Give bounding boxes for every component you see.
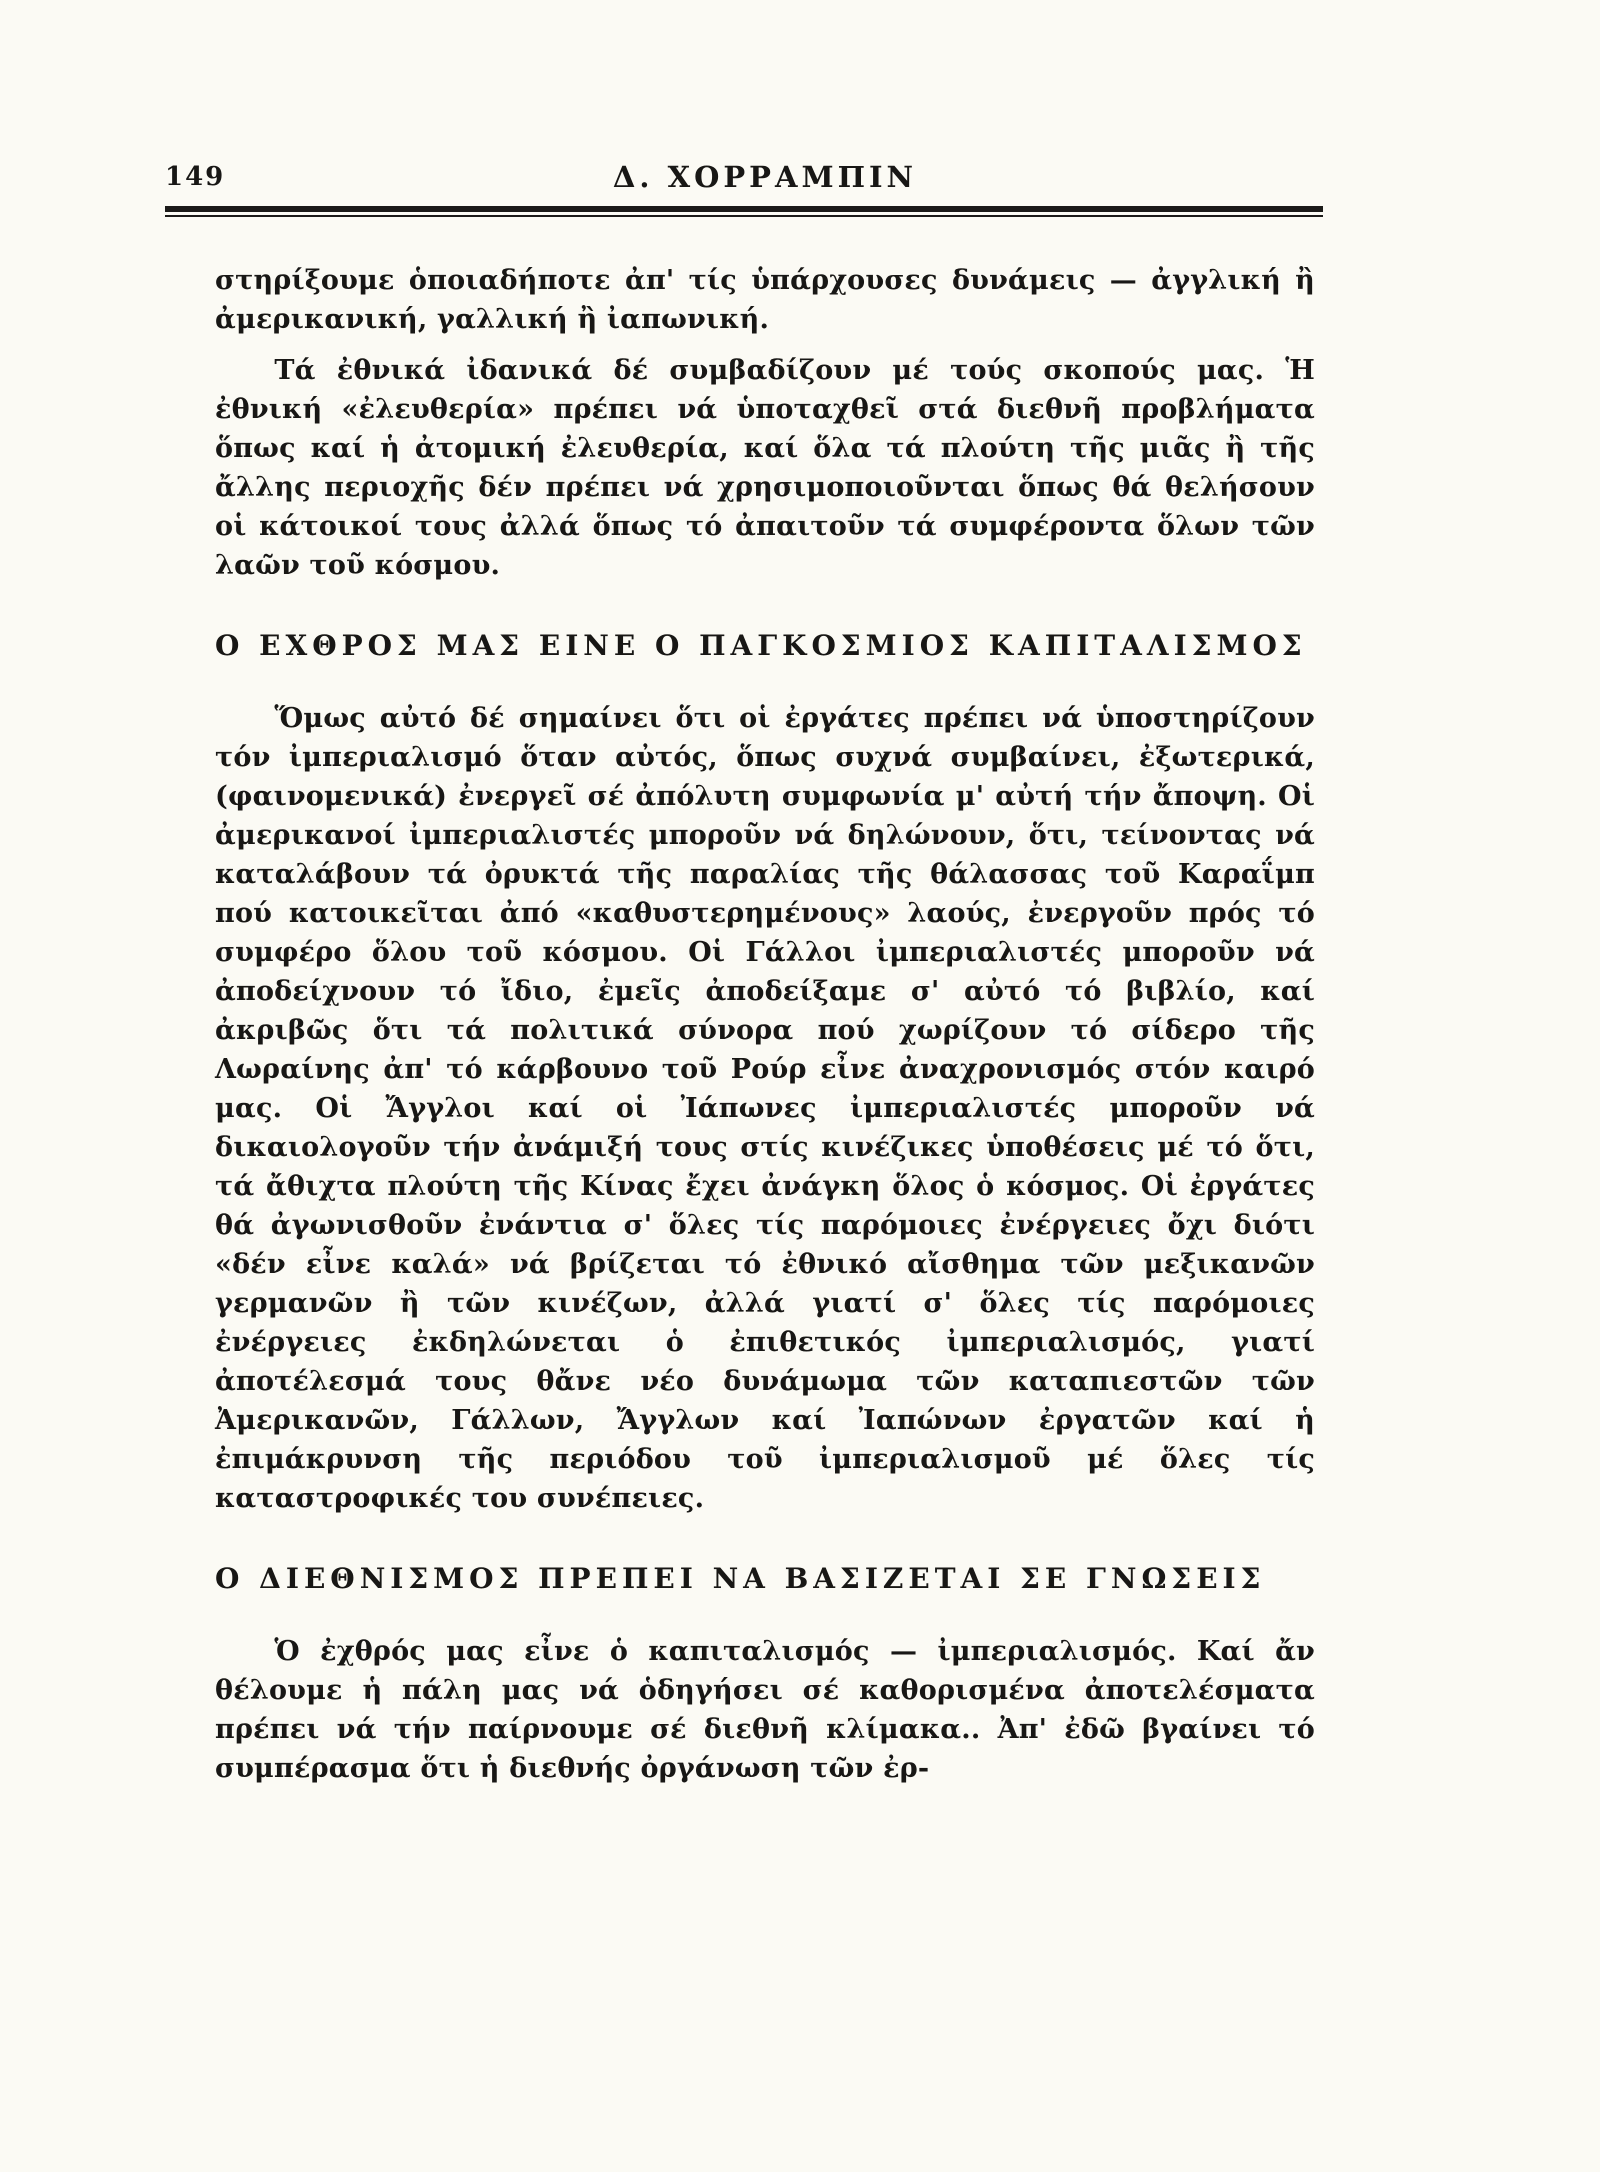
body-paragraph: Ὁ ἐχθρός μας εἶνε ὁ καπιταλισμός — ἰμπεριαλισμός. Καί ἄν θέλουμε ἡ πάλη μας νά ὁδηγήσει σέ καθορισμένα ἀποτελέσματα πρέπει νά τήν παίρνουμε σέ διεθνῆ κλίμακα.. Ἀπ' ἐδῶ βγαίνει τό συμπέρασμα ὅτι ἡ διεθνής ὀργάνωση τῶν ἐρ- <box>215 1636 1315 1784</box>
body-paragraph: στηρίξουμε ὁποιαδήποτε ἀπ' τίς ὑπάρχουσες δυνάμεις — ἀγγλική ἢ ἀμερικανική, γαλλική ἢ ἰαπωνική. <box>215 265 1315 335</box>
document-body <box>215 261 1315 1788</box>
header-rule <box>165 206 1323 217</box>
page-number: 149 <box>165 162 226 192</box>
section-heading: Ο ΔΙΕΘΝΙΣΜΟΣ ΠΡΕΠΕΙ ΝΑ ΒΑΣΙΖΕΤΑΙ ΣΕ ΓΝΩΣΕΙΣ <box>215 1562 1266 1595</box>
page-header <box>165 160 1315 200</box>
body-paragraph: Τά ἐθνικά ἰδανικά δέ συμβαδίζουν μέ τούς σκοπούς μας. Ἡ ἐθνική «ἐλευθερία» πρέπει νά ὑποταχθεῖ στά διεθνῆ προβλήματα ὅπως καί ἡ ἀτομική ἐλευθερία, καί ὅλα τά πλούτη τῆς μιᾶς ἢ τῆς ἄλλης περιοχῆς δέν πρέπει νά χρησιμοποιοῦνται ὅπως θά θελήσουν οἱ κάτοικοί τους ἀλλά ὅπως τό ἀπαιτοῦν τά συμφέροντα ὅλων τῶν λαῶν τοῦ κόσμου. <box>215 355 1315 581</box>
running-title: Δ. ΧΟΡΡΑΜΠΙΝ <box>612 160 918 194</box>
section-heading: Ο ΕΧΘΡΟΣ ΜΑΣ ΕΙΝΕ Ο ΠΑΓΚΟΣΜΙΟΣ ΚΑΠΙΤΑΛΙΣΜΟΣ <box>215 629 1307 662</box>
header-rule-thin-line <box>165 215 1323 217</box>
body-paragraph: Ὅμως αὐτό δέ σημαίνει ὅτι οἱ ἐργάτες πρέπει νά ὑποστηρίζουν τόν ἰμπεριαλισμό ὅταν αὐτός, ὅπως συχνά συμβαίνει, ἐξωτερικά, (φαινομενικά) ἐνεργεῖ σέ ἀπόλυτη συμφωνία μ' αὐτή τήν ἄποψη. Οἱ ἀμερικανοί ἰμπεριαλιστές μποροῦν νά δηλώνουν, ὅτι, τείνοντας νά καταλάβουν τά ὀρυκτά τῆς παραλίας τῆς θάλασσας τοῦ Καραΐμπ πού κατοικεῖται ἀπό «καθυστερημένους» λαούς, ἐνεργοῦν πρός τό συμφέρο ὅλου τοῦ κόσμου. Οἱ Γάλλοι ἰμπεριαλιστές μποροῦν νά ἀποδείχνουν τό ἴδιο, ἐμεῖς ἀποδείξαμε σ' αὐτό τό βιβλίο, καί ἀκριβῶς ὅτι τά πολιτικά σύνορα πού χωρίζουν τό σίδερο τῆς Λωραίνης ἀπ' τό κάρβουνο τοῦ Ρούρ εἶνε ἀναχρονισμός στόν καιρό μας. Οἱ Ἄγγλοι καί οἱ Ἰάπωνες ἰμπεριαλιστές μποροῦν νά δικαιολογοῦν τήν ἀνάμιξή τους στίς κινέζικες ὑποθέσεις μέ τό ὅτι, τά ἄθιχτα πλούτη τῆς Κίνας ἔχει ἀνάγκη ὅλος ὁ κόσμος. Οἱ ἐργάτες θά ἀγωνισθοῦν ἐνάντια σ' ὅλες τίς παρόμοιες ἐνέργειες ὄχι διότι «δέν εἶνε καλά» νά βρίζεται τό ἐθνικό αἴσθημα τῶν μεξικανῶν γερμανῶν ἢ τῶν κινέζων, ἀλλά γιατί σ' ὅλες τίς παρόμοιες ἐνέργειες ἐκδηλώνεται ὁ ἐπιθετικός ἰμπεριαλισμός, γιατί ἀποτέλεσμά τους θἄνε νέο δυνάμωμα τῶν καταπιεστῶν τῶν Ἀμερικανῶν, Γάλλων, Ἄγγλων καί Ἰαπώνων ἐργατῶν καί ἡ ἐπιμάκρυνση τῆς περιόδου τοῦ ἰμπεριαλισμοῦ μέ ὅλες τίς καταστροφικές του συνέπειες. <box>215 703 1315 1514</box>
